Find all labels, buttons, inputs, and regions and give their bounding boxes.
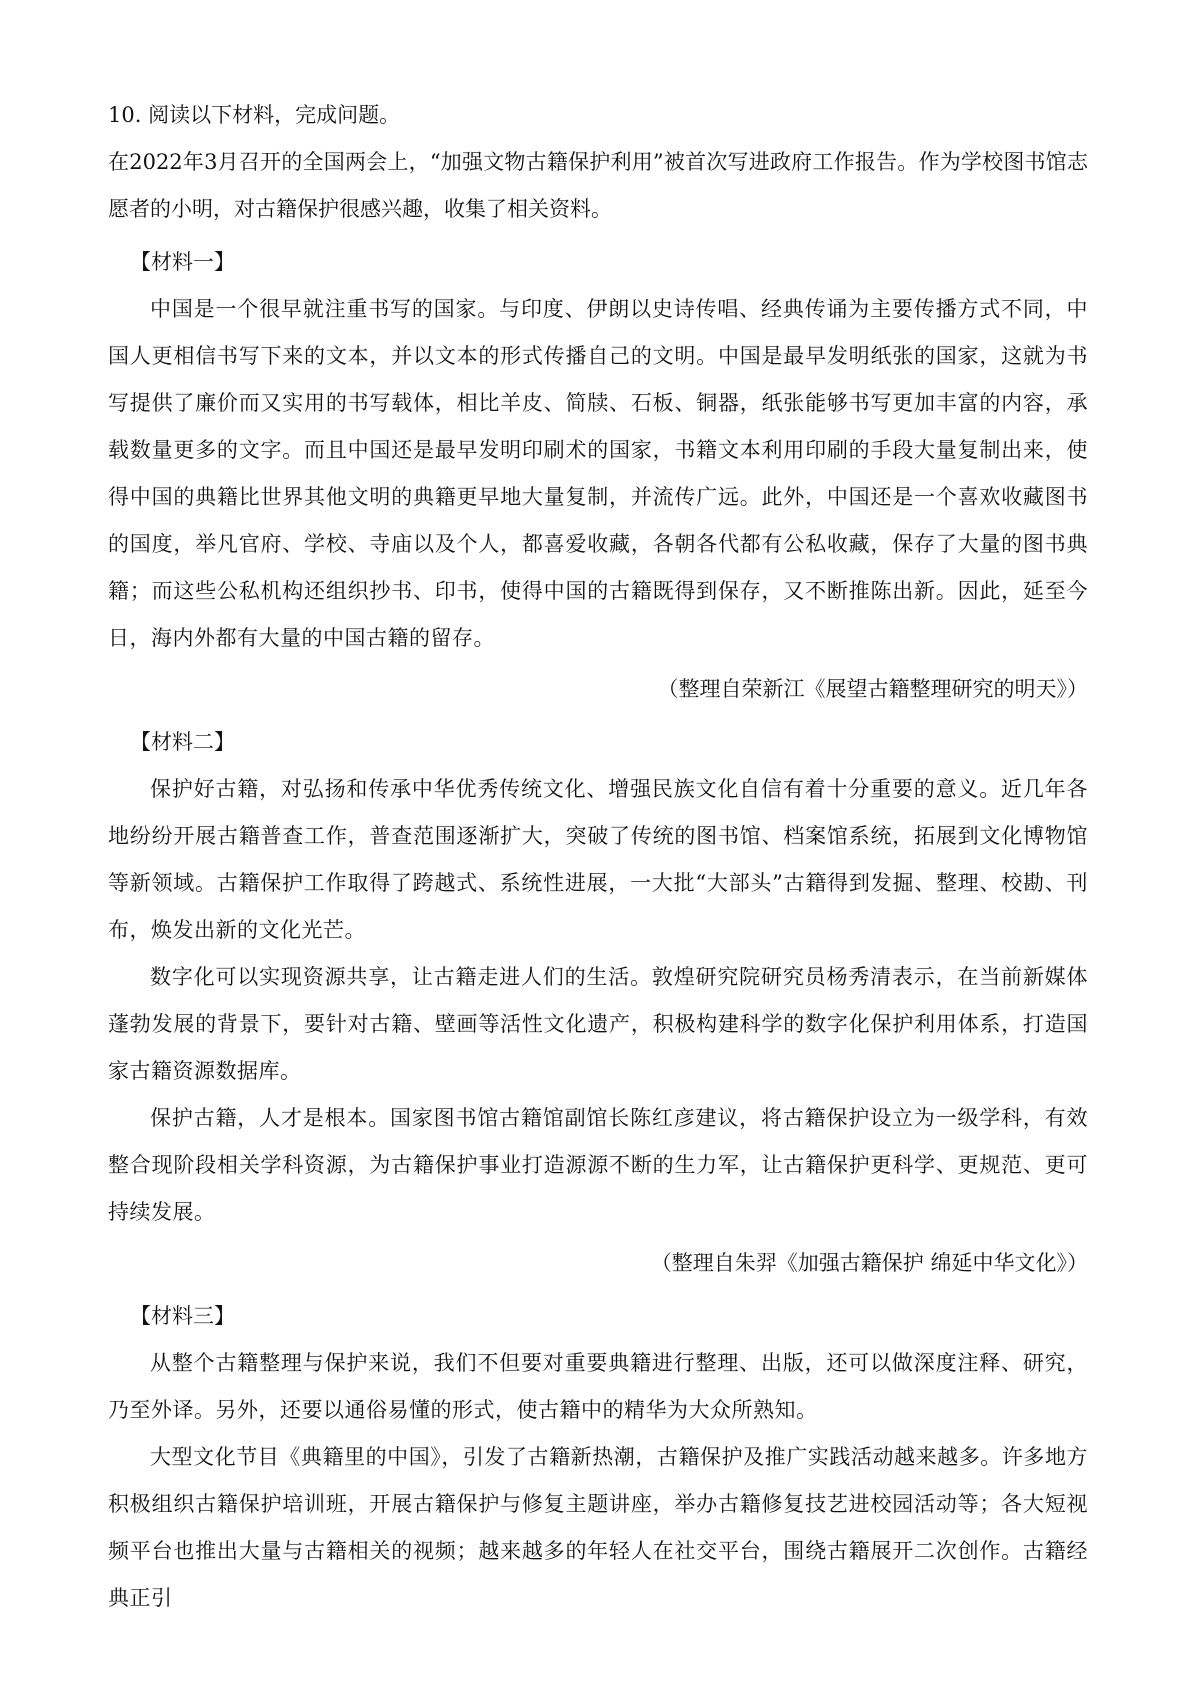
- material-one-title: 【材料一】: [130, 250, 235, 274]
- question-intro: 在2022年3月召开的全国两会上，“加强文物古籍保护利用”被首次写进政府工作报告。作为学校图书馆志愿者的小明，对古籍保护很感兴趣，收集了相关资料。: [108, 150, 1088, 221]
- material-two-source: （整理自朱羿《加强古籍保护 绵延中华文化》）: [650, 1251, 1088, 1275]
- material-two-paragraph: 保护好古籍，对弘扬和传承中华优秀传统文化、增强民族文化自信有着十分重要的意义。近几年各地纷纷开展古籍普查工作，普查范围逐渐扩大，突破了传统的图书馆、档案馆系统，拓展到文化博物馆等新领域。古籍保护工作取得了跨越式、系统性进展，一大批“大部头”古籍得到发掘、整理、校勘、刊布，焕发出新的文化光芒。: [108, 777, 1088, 942]
- material-one: [108, 239, 1088, 713]
- material-two: [108, 719, 1088, 1287]
- material-one-paragraph: 中国是一个很早就注重书写的国家。与印度、伊朗以史诗传唱、经典传诵为主要传播方式不同，中国人更相信书写下来的文本，并以文本的形式传播自己的文明。中国是最早发明纸张的国家，这就为书写提供了廉价而又实用的书写载体，相比羊皮、简牍、石板、铜器，纸张能够书写更加丰富的内容，承载数量更多的文字。而且中国还是最早发明印刷术的国家，书籍文本利用印刷的手段大量复制出来，使得中国的典籍比世界其他文明的典籍更早地大量复制，并流传广远。此外，中国还是一个喜欢收藏图书的国度，举凡官府、学校、寺庙以及个人，都喜爱收藏，各朝各代都有公私收藏，保存了大量的图书典籍；而这些公私机构还组织抄书、印书，使得中国的古籍既得到保存，又不断推陈出新。因此，延至今日，海内外都有大量的中国古籍的留存。: [108, 297, 1088, 650]
- material-three-title: 【材料三】: [130, 1304, 235, 1328]
- material-three: [108, 1293, 1088, 1622]
- document-page: [108, 92, 1088, 1622]
- material-two-title: 【材料二】: [130, 730, 235, 754]
- question-header: 10. 阅读以下材料，完成问题。: [108, 103, 401, 127]
- material-one-source: （整理自荣新江《展望古籍整理研究的明天》）: [657, 677, 1088, 701]
- material-three-paragraph: 从整个古籍整理与保护来说，我们不但要对重要典籍进行整理、出版，还可以做深度注释、研究，乃至外译。另外，还要以通俗易懂的形式，使古籍中的精华为大众所熟知。: [108, 1351, 1088, 1422]
- material-two-paragraph: 数字化可以实现资源共享，让古籍走进人们的生活。敦煌研究院研究员杨秀清表示，在当前新媒体蓬勃发展的背景下，要针对古籍、壁画等活性文化遗产，积极构建科学的数字化保护利用体系，打造国家古籍资源数据库。: [108, 965, 1088, 1083]
- material-two-paragraph: 保护古籍，人才是根本。国家图书馆古籍馆副馆长陈红彦建议，将古籍保护设立为一级学科，有效整合现阶段相关学科资源，为古籍保护事业打造源源不断的生力军，让古籍保护更科学、更规范、更可持续发展。: [108, 1106, 1088, 1224]
- material-three-paragraph: 大型文化节目《典籍里的中国》，引发了古籍新热潮，古籍保护及推广实践活动越来越多。许多地方积极组织古籍保护培训班，开展古籍保护与修复主题讲座，举办古籍修复技艺进校园活动等；各大短视频平台也推出大量与古籍相关的视频；越来越多的年轻人在社交平台，围绕古籍展开二次创作。古籍经典正引: [108, 1445, 1088, 1610]
